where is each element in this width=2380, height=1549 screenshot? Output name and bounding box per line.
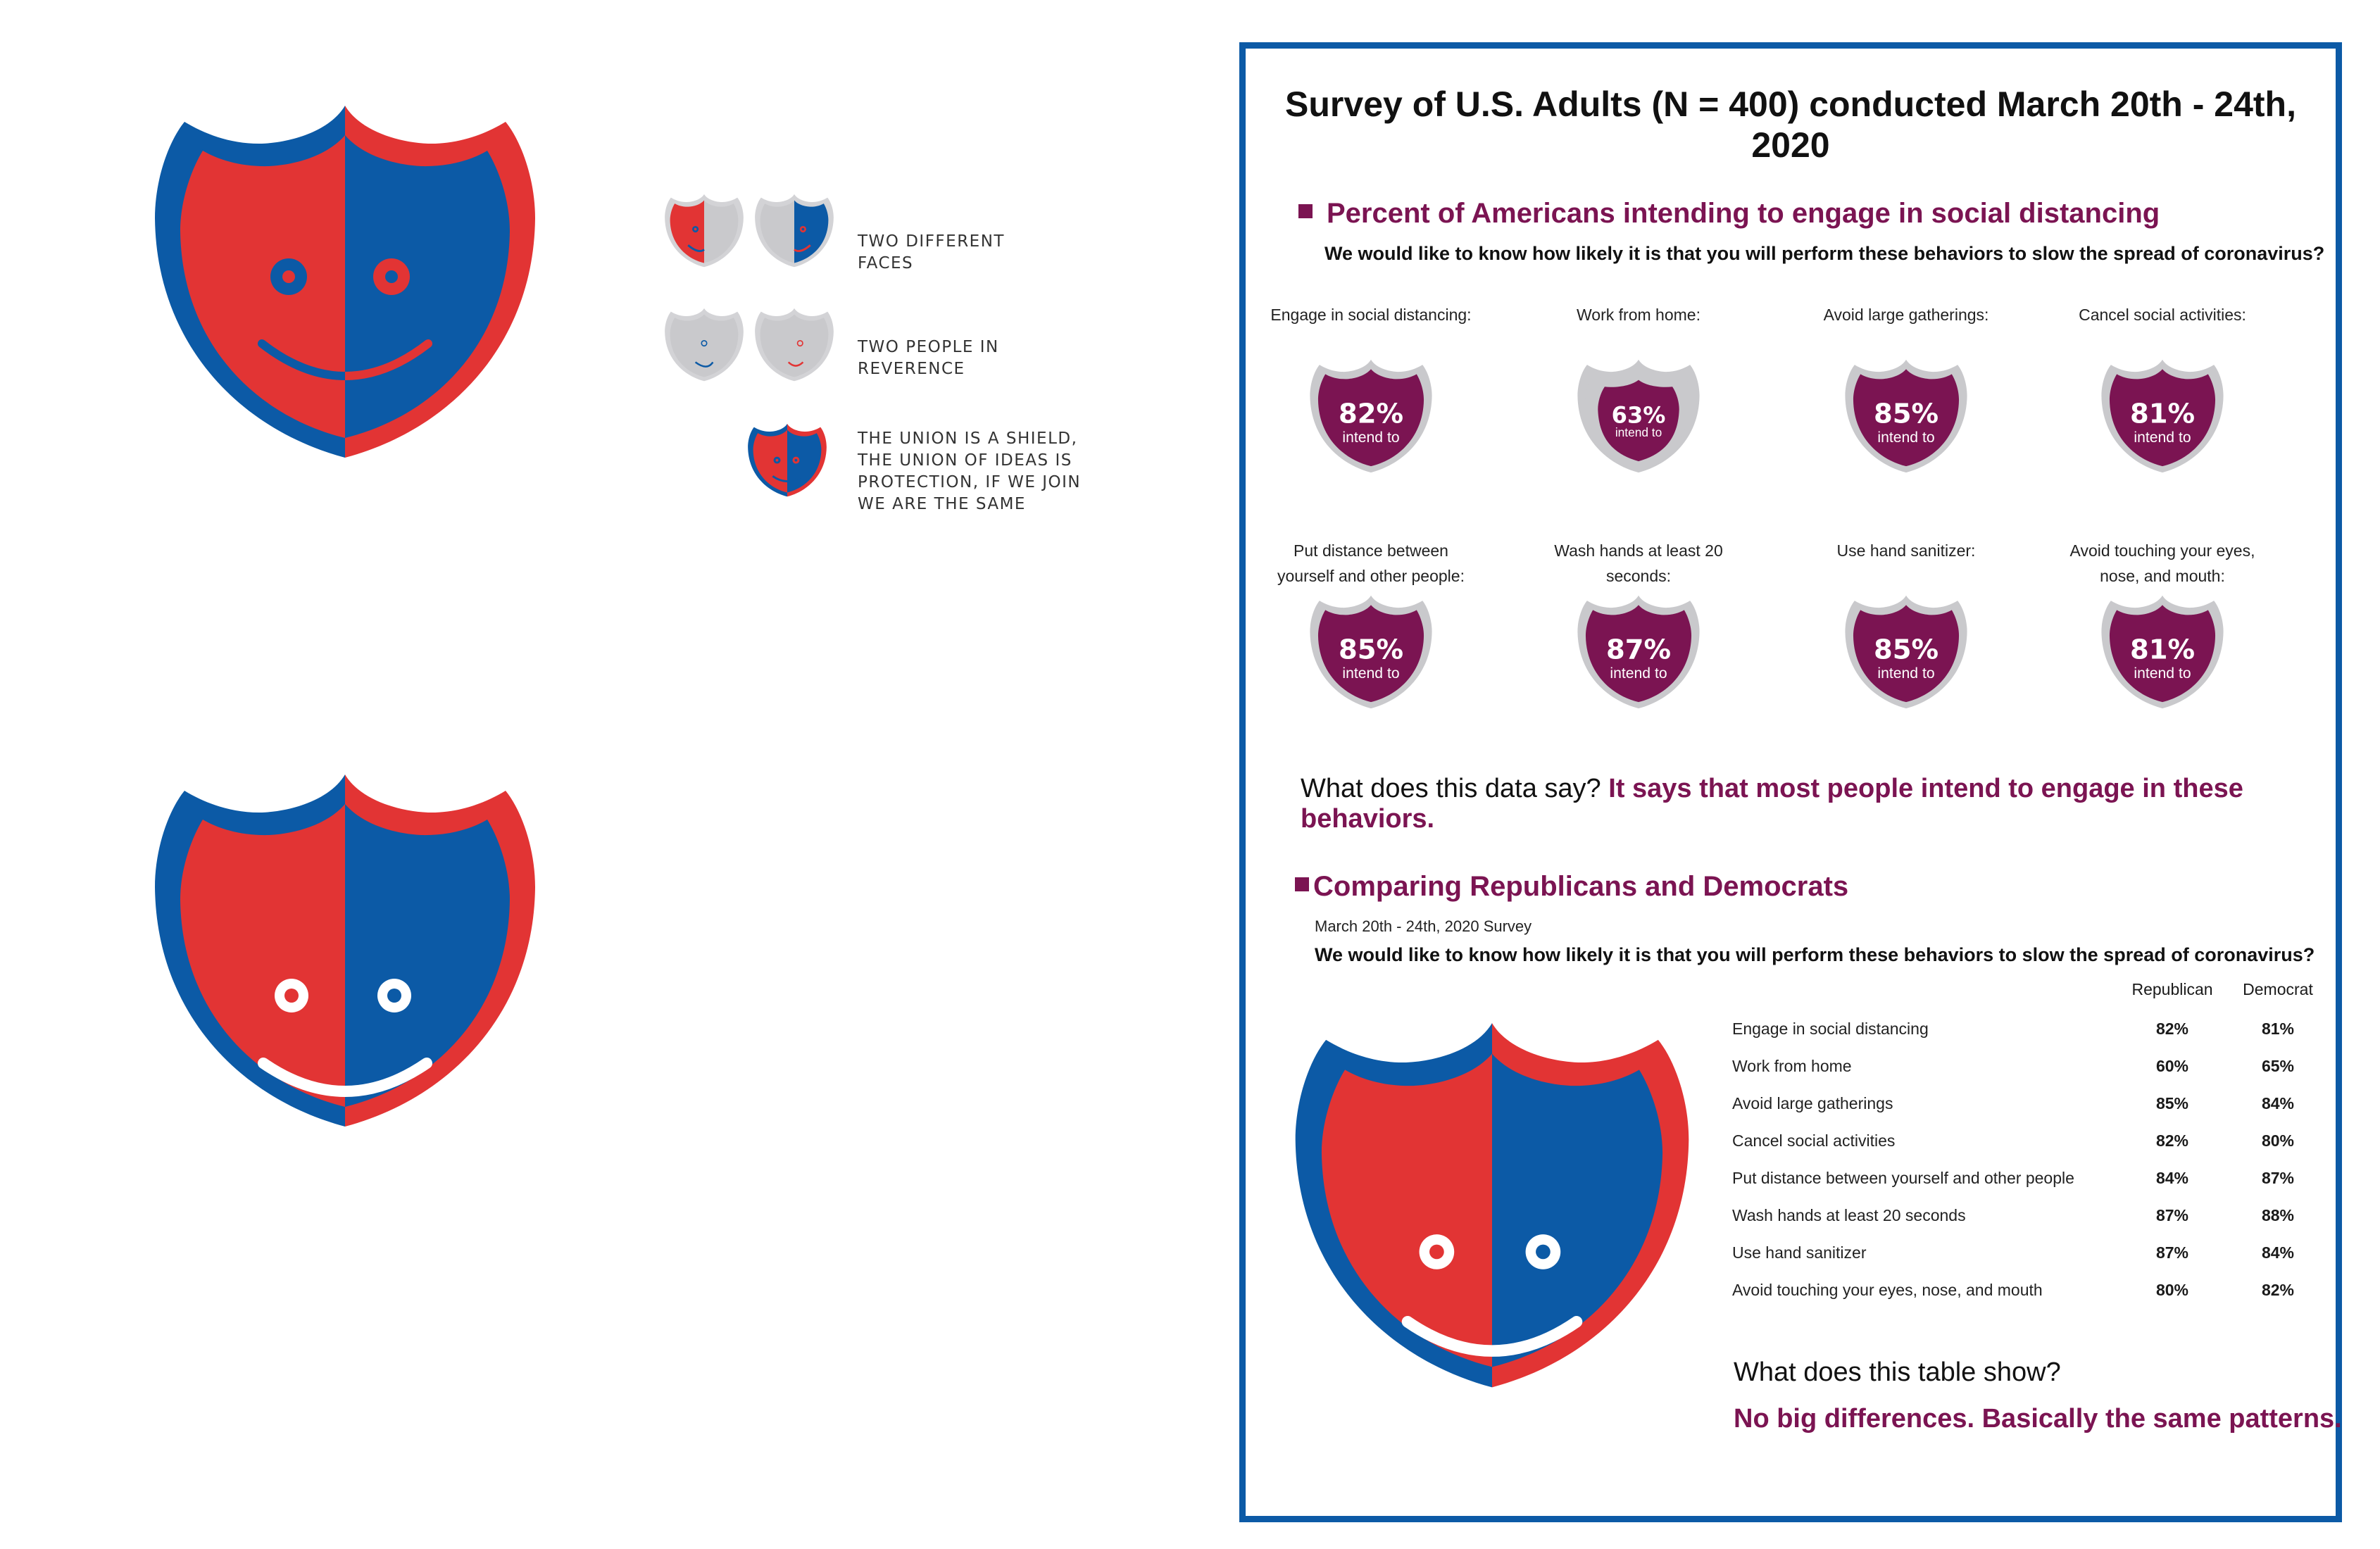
stat-shield [1265, 302, 1477, 498]
stat-value: 81% [2129, 398, 2196, 430]
stat-shield [1533, 302, 1744, 498]
stat-label: Put distance between yourself and other people: [1277, 541, 1465, 585]
row-democrat-value: 84% [2261, 1094, 2295, 1112]
stat-sub: intend to [2134, 429, 2191, 446]
row-democrat-value: 87% [2261, 1169, 2295, 1187]
shield-logo-icon [155, 774, 535, 1127]
shield-logo-large-1 [141, 99, 549, 549]
stat-label: Avoid large gatherings: [1823, 306, 1989, 324]
shield-logo-panel [1281, 992, 1703, 1513]
table-row [1732, 1243, 2317, 1281]
stat-value: 87% [1605, 634, 1672, 666]
stat-shield [1533, 538, 1744, 734]
legend-shield-gray-right [752, 304, 837, 403]
row-republican-value: 85% [2155, 1094, 2189, 1112]
stat-shield [1265, 538, 1477, 734]
stat-shield [1800, 302, 2012, 498]
legend-shield-split-blue [752, 190, 837, 289]
stat-label: Avoid touching your eyes, nose, and mouth: [2069, 541, 2255, 585]
stat-value: 82% [1338, 398, 1404, 430]
table-row [1732, 1131, 2317, 1169]
row-democrat-value: 80% [2261, 1131, 2295, 1150]
row-behavior: Cancel social activities [1732, 1131, 1896, 1150]
section1-question: We would like to know how likely it is that you will perform these behaviors to slow the spread of coronavirus? [1324, 243, 2325, 264]
row-republican-value: 60% [2155, 1057, 2189, 1075]
stat-label: Cancel social activities: [2079, 306, 2246, 324]
legend-shield-gray-left [662, 304, 746, 403]
shield-logo-large-2 [141, 767, 549, 1218]
bullet-square-icon [1298, 204, 1313, 218]
row-democrat-value: 65% [2261, 1057, 2295, 1075]
shield-logo-icon [1296, 1023, 1689, 1387]
table-row [1732, 1206, 2317, 1243]
col-democrat: Democrat [2243, 980, 2313, 998]
row-behavior: Engage in social distancing [1732, 1020, 1929, 1038]
legend-caption-1: TWO DIFFERENT FACES [858, 232, 1005, 272]
stat-label: Work from home: [1577, 306, 1701, 324]
stat-shield [2057, 302, 2268, 498]
stat-sub: intend to [1877, 429, 1935, 446]
row-democrat-value: 84% [2261, 1243, 2295, 1262]
shield-badge-icon [1841, 593, 1972, 734]
legend-caption-2: TWO PEOPLE IN REVERENCE [858, 338, 999, 378]
shield-badge-icon [1573, 593, 1704, 734]
shield-badge-icon [1305, 593, 1436, 734]
section2-heading: Comparing Republicans and Democrats [1295, 871, 1848, 903]
row-republican-value: 84% [2155, 1169, 2189, 1187]
stat-value: 85% [1873, 398, 1939, 430]
table-header [1732, 980, 2317, 1008]
table-row [1732, 1020, 2317, 1057]
stat-sub: intend to [1615, 425, 1662, 439]
table-row [1732, 1094, 2317, 1131]
col-republican: Republican [2131, 980, 2213, 998]
row-behavior: Avoid large gatherings [1732, 1094, 1893, 1112]
stat-label: Engage in social distancing: [1270, 306, 1472, 324]
row-democrat-value: 81% [2261, 1020, 2295, 1038]
row-republican-value: 82% [2155, 1131, 2189, 1150]
row-republican-value: 80% [2155, 1281, 2189, 1299]
row-behavior: Work from home [1732, 1057, 1852, 1075]
stat-shield [2057, 538, 2268, 734]
table-row [1732, 1057, 2317, 1094]
stat-sub: intend to [2134, 665, 2191, 682]
stat-sub: intend to [1610, 665, 1667, 682]
stat-sub: intend to [1342, 665, 1400, 682]
stat-value: 63% [1611, 401, 1666, 429]
row-republican-value: 87% [2155, 1243, 2189, 1262]
row-behavior: Wash hands at least 20 seconds [1732, 1206, 1966, 1224]
stat-value: 85% [1873, 634, 1939, 666]
stat-label: Wash hands at least 20 seconds: [1554, 541, 1723, 585]
stat-label: Use hand sanitizer: [1836, 541, 1976, 560]
panel-title: Survey of U.S. Adults (N = 400) conducted March 20th - 24th, 2020 [1285, 84, 2296, 165]
row-behavior: Use hand sanitizer [1732, 1243, 1867, 1262]
row-democrat-value: 88% [2261, 1206, 2295, 1224]
stat-sub: intend to [1877, 665, 1935, 682]
shield-badge-icon [1305, 357, 1436, 498]
row-republican-value: 82% [2155, 1020, 2189, 1038]
row-democrat-value: 82% [2261, 1281, 2295, 1299]
row-behavior: Put distance between yourself and other people [1732, 1169, 2074, 1187]
section2-callout-q: What does this table show? [1734, 1357, 2061, 1387]
shield-logo-icon [155, 106, 535, 458]
row-republican-value: 87% [2155, 1206, 2189, 1224]
row-behavior: Avoid touching your eyes, nose, and mouth [1732, 1281, 2043, 1299]
section1-heading: Percent of Americans intending to engage in social distancing [1298, 198, 2160, 230]
bullet-square-icon [1295, 877, 1309, 891]
legend-shield-split-red [662, 190, 746, 289]
shield-badge-icon [1841, 357, 1972, 498]
section1-callout: What does this data say? It says that most people intend to engage in these behaviors. [1301, 774, 2243, 834]
legend-shield-union [745, 420, 829, 518]
stat-sub: intend to [1342, 429, 1400, 446]
shield-badge-icon [2097, 593, 2228, 734]
section2-subtitle: March 20th - 24th, 2020 Survey [1315, 917, 1532, 935]
stat-value: 85% [1338, 634, 1404, 666]
legend-caption-3: THE UNION IS A SHIELD, THE UNION OF IDEAS IS PROTECTION, IF WE JOIN WE ARE THE SAME [858, 429, 1082, 513]
table-row [1732, 1281, 2317, 1318]
shield-badge-icon [1573, 357, 1704, 498]
stat-value: 81% [2129, 634, 2196, 666]
section2-question: We would like to know how likely it is that you will perform these behaviors to slow the spread of coronavirus? [1315, 944, 2315, 965]
shield-badge-icon [2097, 357, 2228, 498]
section2-callout-a: No big differences. Basically the same patterns. [1734, 1404, 2342, 1434]
table-row [1732, 1169, 2317, 1206]
stat-shield [1800, 538, 2012, 734]
